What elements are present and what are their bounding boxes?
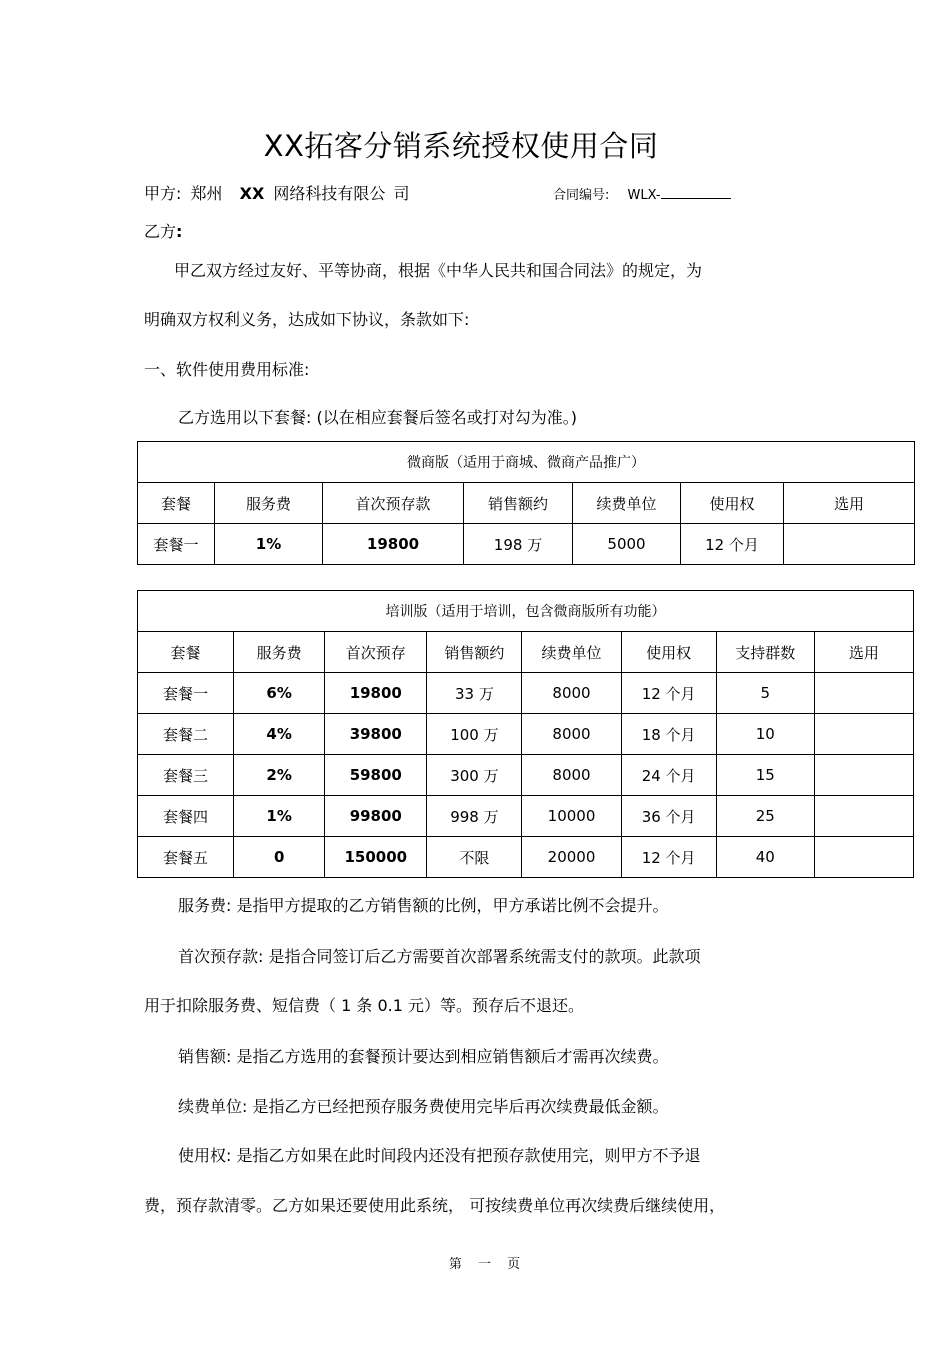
column-header: 服务费 — [234, 632, 325, 673]
party-a-xx: XX — [239, 184, 265, 203]
table-cell: 59800 — [325, 755, 427, 796]
table-cell: 300 万 — [427, 755, 522, 796]
column-header: 销售额约 — [464, 483, 573, 524]
table-header-row — [138, 632, 914, 673]
table-training — [137, 590, 914, 878]
select-cell[interactable] — [784, 524, 915, 565]
table-weishang — [137, 441, 915, 565]
table-cell: 套餐二 — [138, 714, 234, 755]
intro-line-1: 甲乙双方经过友好、平等协商，根据《中华人民共和国合同法》的规定，为 — [174, 261, 703, 280]
column-header: 套餐 — [138, 483, 215, 524]
table-cell: 198 万 — [464, 524, 573, 565]
table-cell: 25 — [716, 796, 814, 837]
table-cell: 12 个月 — [681, 524, 784, 565]
table-caption: 微商版（适用于商城、微商产品推广） — [138, 442, 915, 483]
table-cell: 套餐一 — [138, 524, 215, 565]
definition-usage-1: 使用权: 是指乙方如果在此时间段内还没有把预存款使用完，则甲方不予退 — [178, 1146, 701, 1165]
definition-renew: 续费单位: 是指乙方已经把预存服务费使用完毕后再次续费最低金额。 — [178, 1097, 669, 1116]
table-cell: 150000 — [325, 837, 427, 878]
table-caption: 培训版（适用于培训，包含微商版所有功能） — [138, 591, 914, 632]
table-row — [138, 755, 914, 796]
column-header: 首次预存 — [325, 632, 427, 673]
table-cell: 套餐一 — [138, 673, 234, 714]
party-b-label: 乙方 — [144, 222, 177, 241]
table-cell: 18 个月 — [621, 714, 716, 755]
table-row — [138, 673, 914, 714]
table-caption-row — [138, 442, 915, 483]
table-cell: 10 — [716, 714, 814, 755]
table-cell: 19800 — [325, 673, 427, 714]
table-cell: 10000 — [522, 796, 621, 837]
table-header-row — [138, 483, 915, 524]
table-cell: 8000 — [522, 714, 621, 755]
section-note: 乙方选用以下套餐: (以在相应套餐后签名或打对勾为准。) — [178, 408, 577, 427]
party-a-suffix: 司 — [393, 184, 410, 203]
page-number: 第 一 页 — [448, 1257, 527, 1272]
table-cell: 不限 — [427, 837, 522, 878]
column-header: 续费单位 — [522, 632, 621, 673]
table-cell: 24 个月 — [621, 755, 716, 796]
table-cell: 33 万 — [427, 673, 522, 714]
column-header: 选用 — [814, 632, 913, 673]
table-cell: 15 — [716, 755, 814, 796]
column-header: 使用权 — [681, 483, 784, 524]
table-cell: 5 — [716, 673, 814, 714]
table-cell: 20000 — [522, 837, 621, 878]
party-b-colon: : — [176, 222, 183, 241]
select-cell[interactable] — [814, 796, 913, 837]
table-caption-row — [138, 591, 914, 632]
select-cell[interactable] — [814, 714, 913, 755]
column-header: 销售额约 — [427, 632, 522, 673]
table-cell: 998 万 — [427, 796, 522, 837]
contract-number-prefix: WLX- — [627, 188, 661, 203]
party-b-line — [144, 219, 182, 242]
table-row — [138, 714, 914, 755]
table-row — [138, 837, 914, 878]
table-row — [138, 796, 914, 837]
table-cell: 套餐四 — [138, 796, 234, 837]
column-header: 选用 — [784, 483, 915, 524]
intro-line-2: 明确双方权利义务，达成如下协议，条款如下: — [144, 310, 470, 329]
table-cell: 2% — [234, 755, 325, 796]
column-header: 服务费 — [215, 483, 323, 524]
definition-prepay-2: 用于扣除服务费、短信费（ 1 条 0.1 元）等。预存后不退还。 — [144, 996, 584, 1015]
table-cell: 套餐三 — [138, 755, 234, 796]
table-cell: 40 — [716, 837, 814, 878]
table-cell: 8000 — [522, 673, 621, 714]
select-cell[interactable] — [814, 837, 913, 878]
party-a-label: 甲方: — [144, 184, 182, 203]
contract-number-blank — [661, 184, 731, 199]
column-header: 使用权 — [621, 632, 716, 673]
table-cell: 100 万 — [427, 714, 522, 755]
definition-usage-2: 费，预存款清零。乙方如果还要使用此系统， 可按续费单位再次续费后继续使用， — [144, 1196, 726, 1215]
definition-fee: 服务费: 是指甲方提取的乙方销售额的比例，甲方承诺比例不会提升。 — [178, 896, 669, 915]
table-cell: 4% — [234, 714, 325, 755]
table-cell: 6% — [234, 673, 325, 714]
table-cell: 5000 — [573, 524, 681, 565]
section-heading: 一、软件使用费用标准: — [144, 360, 310, 379]
table-cell: 8000 — [522, 755, 621, 796]
select-cell[interactable] — [814, 673, 913, 714]
select-cell[interactable] — [814, 755, 913, 796]
table-cell: 0 — [234, 837, 325, 878]
table-cell: 36 个月 — [621, 796, 716, 837]
definition-prepay-1: 首次预存款: 是指合同签订后乙方需要首次部署系统需支付的款项。此款项 — [178, 947, 701, 966]
table-cell: 1% — [234, 796, 325, 837]
table-cell: 1% — [215, 524, 323, 565]
column-header: 续费单位 — [573, 483, 681, 524]
column-header: 支持群数 — [716, 632, 814, 673]
table-cell: 39800 — [325, 714, 427, 755]
table-cell: 套餐五 — [138, 837, 234, 878]
table-cell: 12 个月 — [621, 837, 716, 878]
party-a-line — [144, 181, 410, 204]
contract-number-label: 合同编号: — [553, 188, 610, 203]
table-cell: 99800 — [325, 796, 427, 837]
table-cell: 12 个月 — [621, 673, 716, 714]
table-row — [138, 524, 915, 565]
party-a-company: 网络科技有限公 — [273, 184, 386, 203]
party-a-city: 郑州 — [190, 184, 223, 203]
page-title: XX拓客分销系统授权使用合同 — [263, 129, 659, 163]
table-cell: 19800 — [323, 524, 464, 565]
column-header: 套餐 — [138, 632, 234, 673]
definition-sales: 销售额: 是指乙方选用的套餐预计要达到相应销售额后才需再次续费。 — [178, 1047, 669, 1066]
contract-number — [553, 184, 731, 203]
column-header: 首次预存款 — [323, 483, 464, 524]
